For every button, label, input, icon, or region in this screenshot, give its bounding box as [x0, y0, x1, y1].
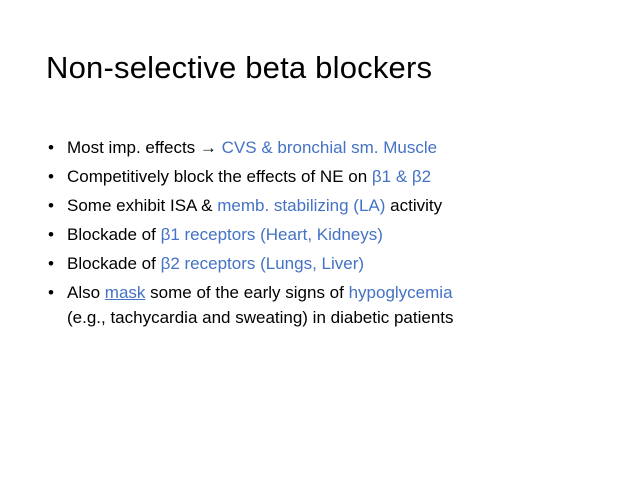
right-arrow-icon: →	[199, 138, 217, 157]
bullet-icon: •	[48, 196, 54, 215]
bullet-item-competitive-block	[48, 162, 628, 191]
highlight-text: β1 receptors (Heart, Kidneys)	[160, 225, 383, 244]
highlight-text: β2 receptors (Lungs, Liver)	[160, 254, 365, 273]
highlight-text: hypoglycemia	[348, 283, 453, 302]
mask-link[interactable]: mask	[104, 283, 146, 302]
bullet-icon: •	[48, 254, 54, 273]
bullet-item-effects	[48, 133, 628, 162]
highlight-text: β1 & β2	[371, 167, 432, 186]
bullet-item-isa	[48, 191, 628, 220]
highlight-text: memb. stabilizing (LA)	[217, 196, 386, 215]
bullet-text-end: activity	[385, 196, 443, 215]
highlight-text: CVS & bronchial sm. Muscle	[221, 138, 438, 157]
bullet-text: Most imp. effects	[67, 138, 200, 157]
bullet-icon: •	[48, 225, 54, 244]
bullet-text: Some exhibit ISA &	[67, 196, 218, 215]
bullet-item-beta2-blockade	[48, 249, 628, 278]
bullet-list	[48, 133, 628, 332]
bullet-text-mid: some of the early signs of	[145, 283, 349, 302]
slide-title: Non-selective beta blockers	[46, 50, 433, 85]
bullet-text: Blockade of	[67, 225, 161, 244]
bullet-text: Also	[67, 283, 105, 302]
bullet-text: Blockade of	[67, 254, 161, 273]
bullet-item-beta1-blockade	[48, 220, 628, 249]
bullet-continuation: (e.g., tachycardia and sweating) in diabetic patients	[67, 308, 454, 327]
bullet-text: Competitively block the effects of NE on	[67, 167, 372, 186]
bullet-icon: •	[48, 167, 54, 186]
bullet-icon: •	[48, 138, 54, 157]
bullet-icon: •	[48, 283, 54, 302]
bullet-item-hypoglycemia	[48, 278, 628, 332]
